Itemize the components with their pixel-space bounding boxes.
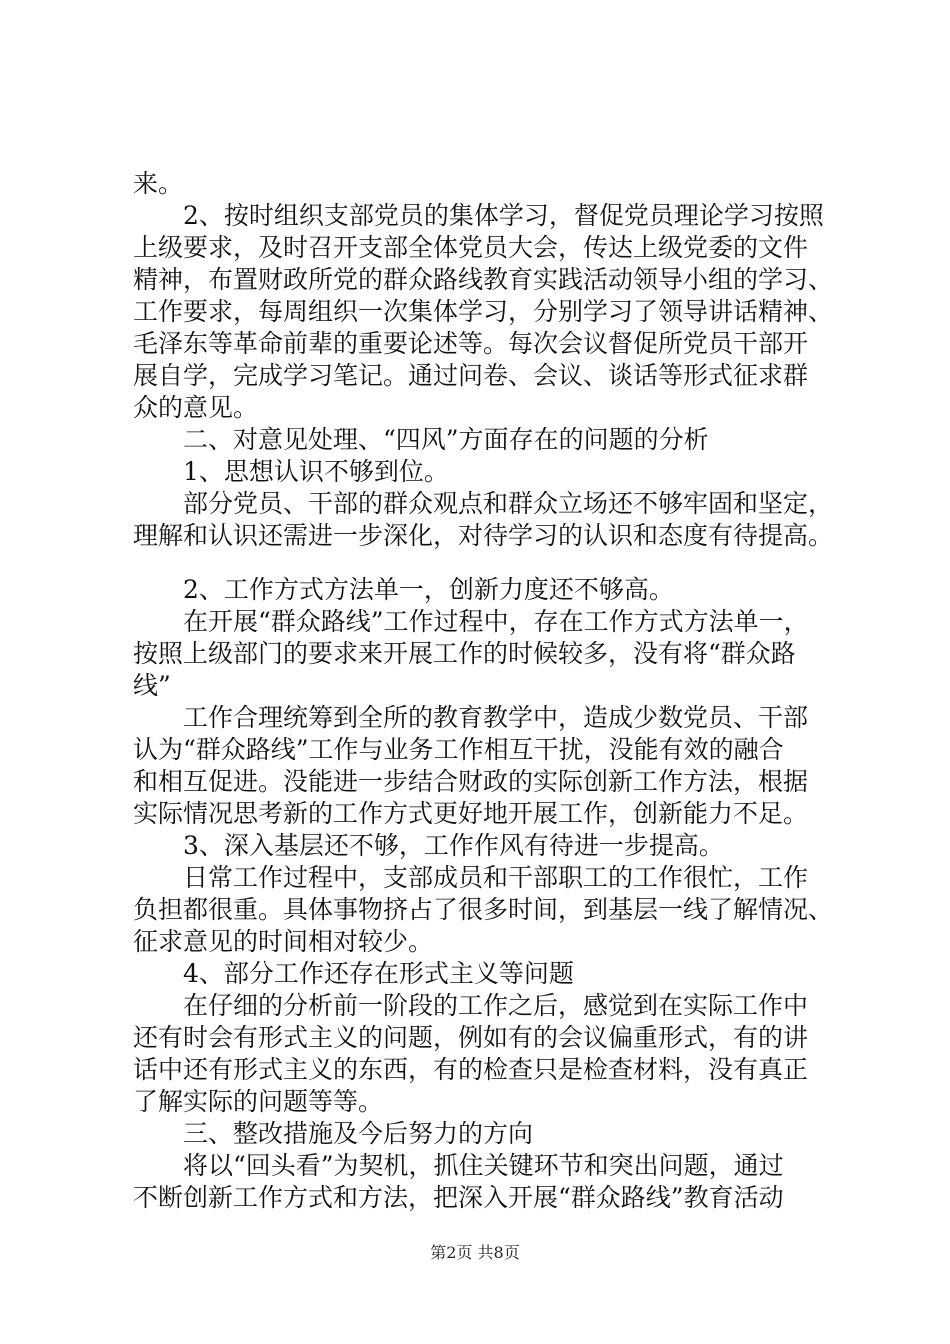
text-line: 工作要求，每周组织一次集体学习，分别学习了领导讲话精神、 <box>133 297 834 326</box>
text-line: 三、整改措施及今后努力的方向 <box>183 1119 534 1148</box>
text-line: 征求意见的时间相对较少。 <box>133 927 434 956</box>
text-line: 工作合理统筹到全所的教育教学中，造成少数党员、干部 <box>183 703 809 732</box>
paragraph-gap <box>133 552 833 574</box>
text-line: 上级要求，及时召开支部全体党员大会，传达上级党委的文件 <box>133 233 809 262</box>
text-line: 1、思想认识不够到位。 <box>183 457 449 486</box>
text-line: 负担都很重。具体事物挤占了很多时间，到基层一线了解情况、 <box>133 895 834 924</box>
text-line: 来。 <box>133 169 184 198</box>
text-line: 话中还有形式主义的东西，有的检查只是检查材料，没有真正 <box>133 1055 809 1084</box>
text-line: 4、部分工作还存在形式主义等问题 <box>183 959 574 988</box>
text-line: 部分党员、干部的群众观点和群众立场还不够牢固和坚定， <box>183 489 834 518</box>
text-line: 按照上级部门的要求来开展工作的时候较多，没有将“群众路 <box>133 639 796 668</box>
text-line: 毛泽东等革命前辈的重要论述等。每次会议督促所党员干部开 <box>133 329 809 358</box>
text-line: 还有时会有形式主义的问题，例如有的会议偏重形式，有的讲 <box>133 1023 809 1052</box>
text-line: 将以“回头看”为契机，抓住关键环节和突出问题，通过 <box>183 1151 784 1180</box>
text-line: 线” <box>133 671 171 700</box>
page-footer: 第2页 共8页 <box>430 1243 520 1262</box>
text-line: 展自学，完成学习笔记。通过问卷、会议、谈话等形式征求群 <box>133 361 809 390</box>
text-line: 和相互促进。没能进一步结合财政的实际创新工作方法，根据 <box>133 767 809 796</box>
text-line: 精神，布置财政所党的群众路线教育实践活动领导小组的学习、 <box>133 265 834 294</box>
text-line: 3、深入基层还不够，工作作风有待进一步提高。 <box>183 831 724 860</box>
text-line: 在仔细的分析前一阶段的工作之后，感觉到在实际工作中 <box>183 991 809 1020</box>
text-line: 众的意见。 <box>133 393 259 422</box>
text-line: 2、按时组织支部党员的集体学习，督促党员理论学习按照 <box>183 201 824 230</box>
text-line: 不断创新工作方式和方法，把深入开展“群众路线”教育活动 <box>133 1183 784 1212</box>
text-line: 理解和认识还需进一步深化，对待学习的认识和态度有待提高。 <box>133 521 834 550</box>
text-line: 了解实际的问题等等。 <box>133 1087 384 1116</box>
text-line: 日常工作过程中，支部成员和干部职工的工作很忙，工作 <box>183 863 809 892</box>
text-line: 实际情况思考新的工作方式更好地开展工作，创新能力不足。 <box>133 799 809 828</box>
text-line: 二、对意见处理、“四风”方面存在的问题的分析 <box>183 425 709 454</box>
text-line: 在开展“群众路线”工作过程中，存在工作方式方法单一， <box>183 607 809 636</box>
text-line: 认为“群众路线”工作与业务工作相互干扰，没能有效的融合 <box>133 735 784 764</box>
document-body <box>133 168 833 1214</box>
text-line: 2、工作方式方法单一，创新力度还不够高。 <box>183 575 674 604</box>
